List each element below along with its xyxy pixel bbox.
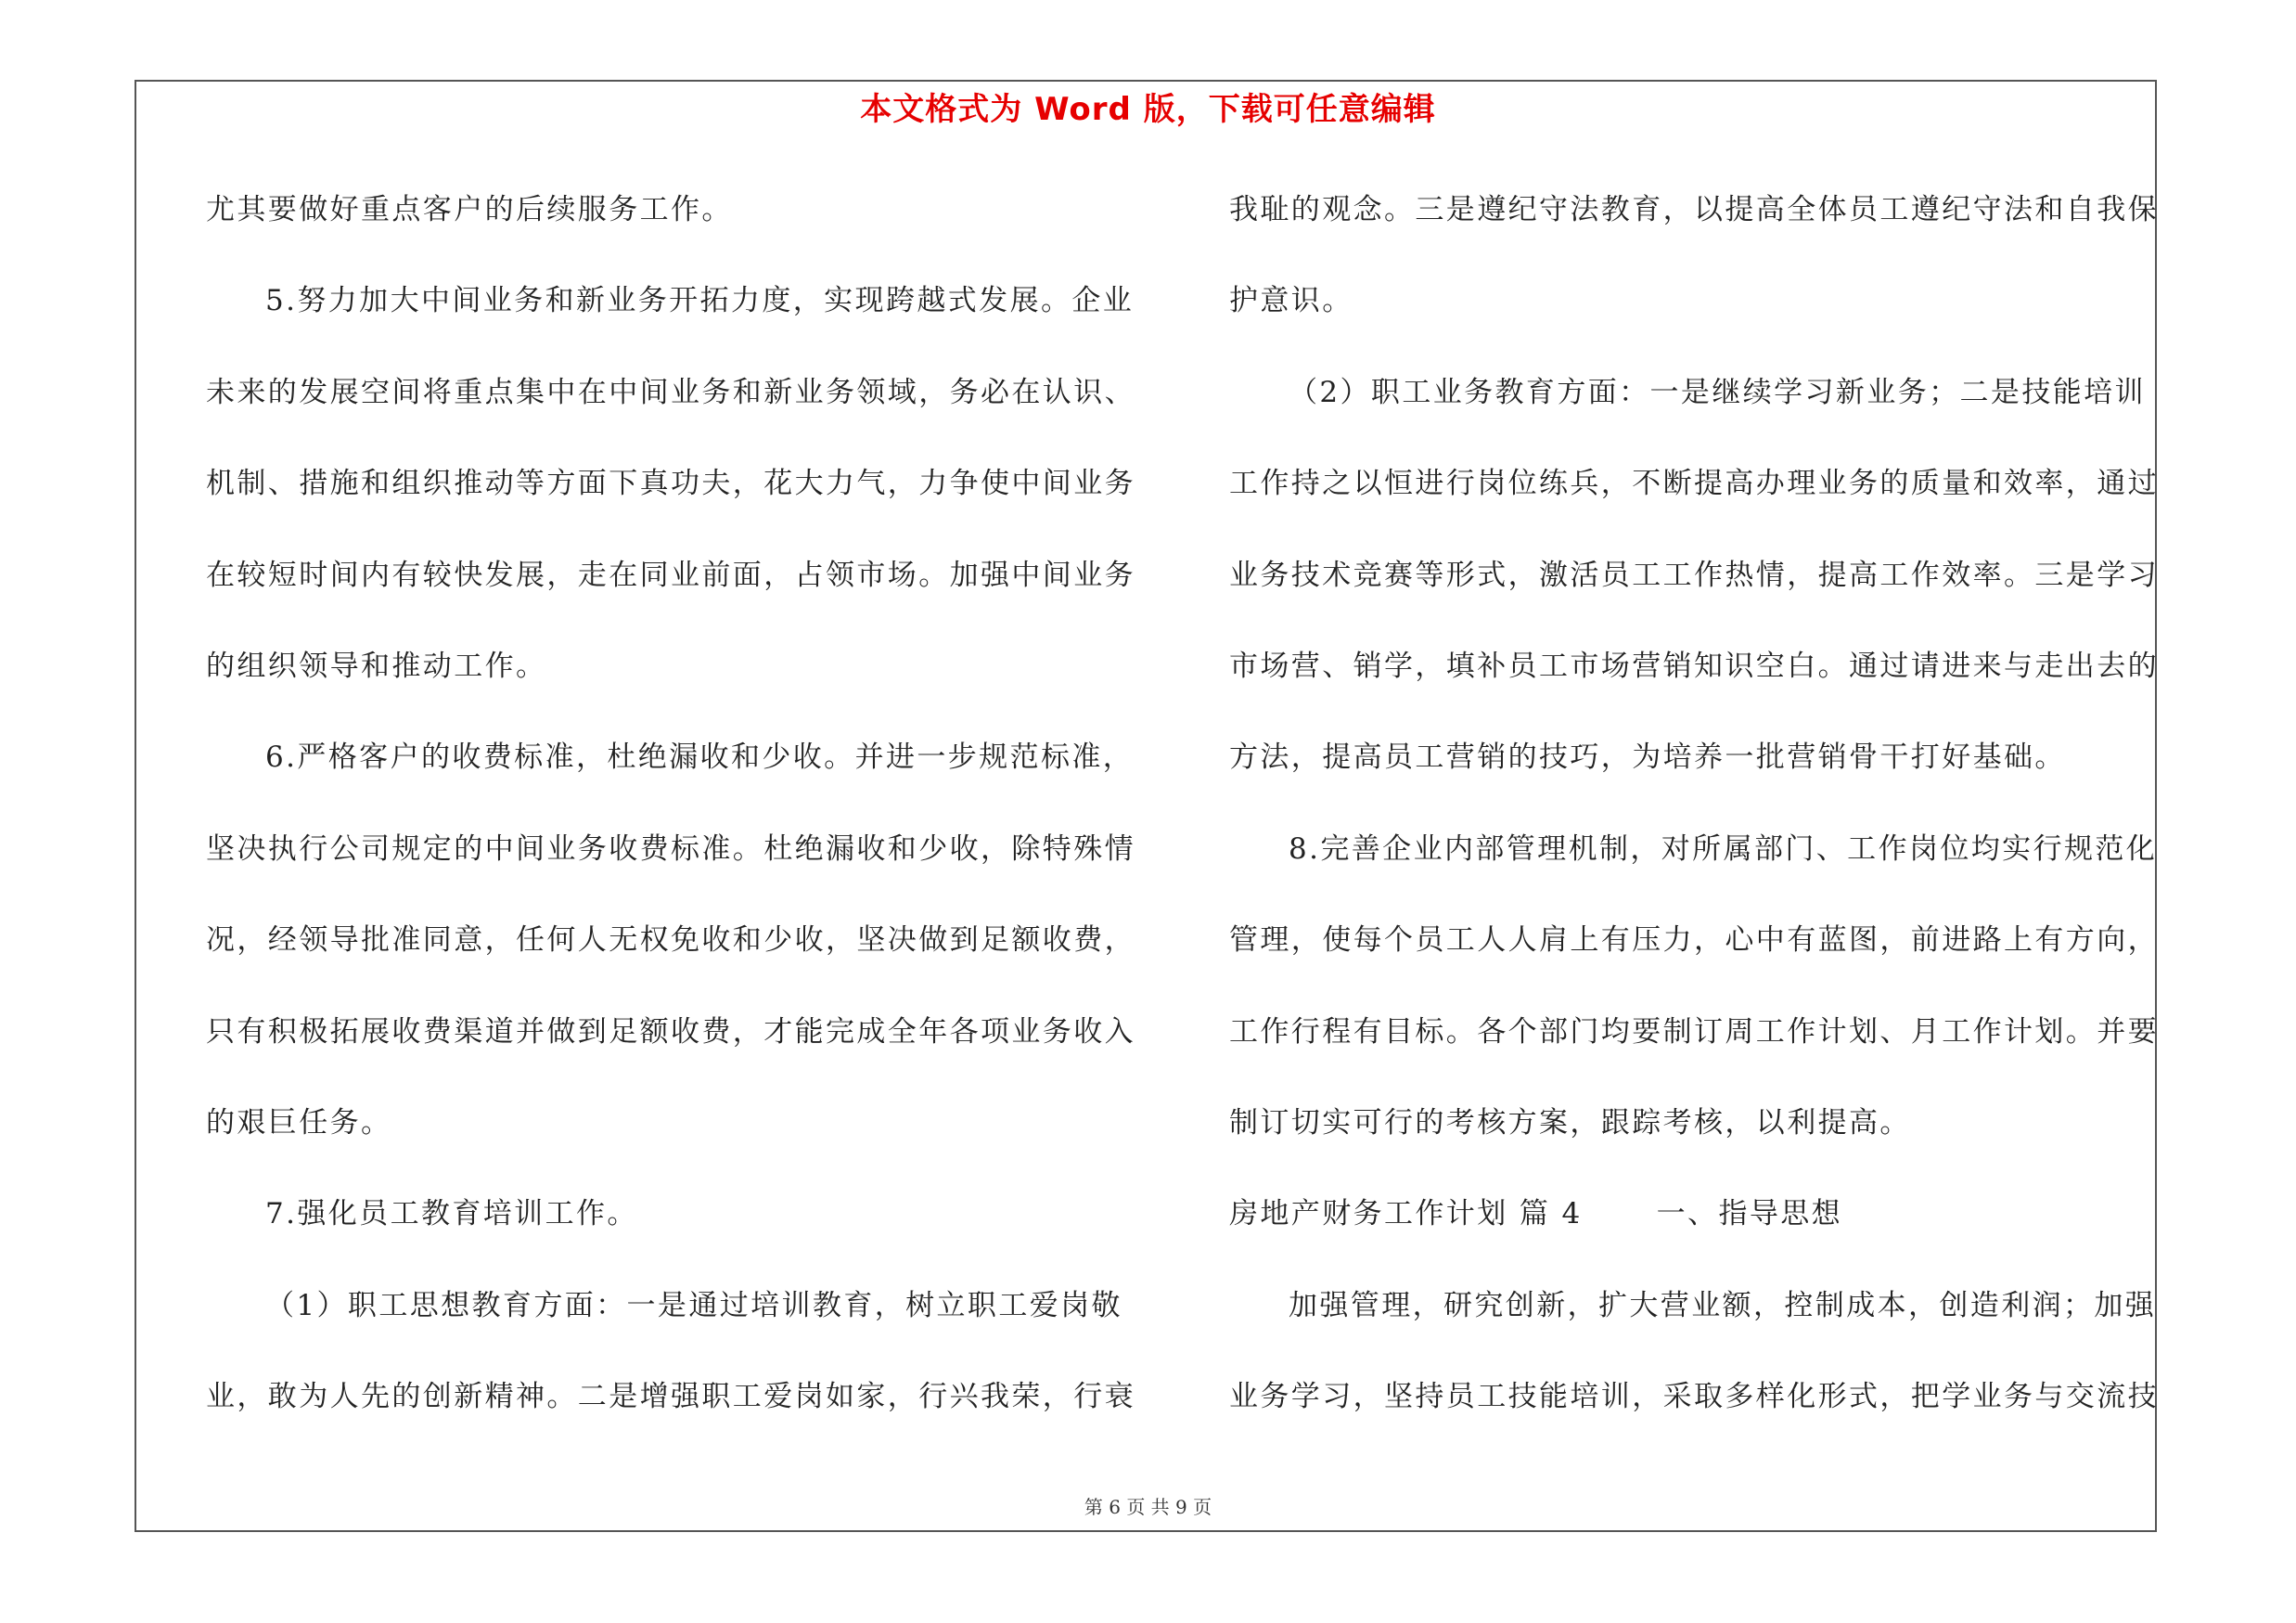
page-number-footer: 第 6 页 共 9 页: [1084, 1496, 1212, 1518]
format-banner: 本文格式为 Word 版，下载可任意编辑: [860, 91, 1436, 128]
text-line: 7.强化员工教育培训工作。: [265, 1197, 638, 1231]
text-line: 市场营、销学，填补员工市场营销知识空白。通过请进来与走出去的: [1229, 649, 2159, 683]
text-line: 方法，提高员工营销的技巧，为培养一批营销骨干打好基础。: [1229, 741, 2066, 775]
text-line: 业，敢为人先的创新精神。二是增强职工爱岗如家，行兴我荣，行衰: [206, 1380, 1135, 1414]
text-line: 护意识。: [1229, 284, 1353, 318]
text-line: 工作持之以恒进行岗位练兵，不断提高办理业务的质量和效率，通过: [1229, 467, 2159, 501]
right-text-column: [1229, 182, 2166, 1460]
left-text-column: [206, 182, 1134, 1460]
text-line: 的艰巨任务。: [206, 1105, 392, 1140]
text-line: 在较短时间内有较快发展，走在同业前面，占领市场。加强中间业务: [206, 558, 1135, 592]
text-line: 6.严格客户的收费标准，杜绝漏收和少收。并进一步规范标准，: [265, 741, 1135, 775]
section-title: 房地产财务工作计划 篇 4: [1229, 1197, 1583, 1231]
text-line: 的组织领导和推动工作。: [206, 649, 547, 683]
text-line: 机制、措施和组织推动等方面下真功夫，花大力气，力争使中间业务: [206, 467, 1135, 501]
text-line: 加强管理，研究创新，扩大营业额，控制成本，创造利润；加强: [1289, 1288, 2157, 1322]
text-line: （1）职工思想教育方面：一是通过培训教育，树立职工爱岗敬: [265, 1288, 1122, 1322]
text-line: 5.努力加大中间业务和新业务开拓力度，实现跨越式发展。企业: [265, 284, 1135, 318]
text-line: 业务学习，坚持员工技能培训，采取多样化形式，把学业务与交流技: [1229, 1380, 2159, 1414]
text-line: 工作行程有目标。各个部门均要制订周工作计划、月工作计划。并要: [1229, 1014, 2159, 1049]
section-heading: [1229, 1186, 2166, 1277]
text-line: 管理，使每个员工人人肩上有压力，心中有蓝图，前进路上有方向，: [1229, 923, 2159, 958]
text-line: 尤其要做好重点客户的后续服务工作。: [206, 193, 733, 226]
text-line: 坚决执行公司规定的中间业务收费标准。杜绝漏收和少收，除特殊情: [206, 831, 1135, 866]
text-line: 制订切实可行的考核方案，跟踪考核，以利提高。: [1229, 1105, 1911, 1140]
text-line: （2）职工业务教育方面：一是继续学习新业务；二是技能培训: [1289, 375, 2146, 409]
text-line: 况，经领导批准同意，任何人无权免收和少收，坚决做到足额收费，: [206, 923, 1135, 958]
section-subtitle: 一、指导思想: [1656, 1197, 1843, 1231]
text-line: 业务技术竞赛等形式，激活员工工作热情，提高工作效率。三是学习: [1229, 558, 2159, 592]
text-line: 8.完善企业内部管理机制，对所属部门、工作岗位均实行规范化: [1289, 831, 2158, 866]
text-line: 未来的发展空间将重点集中在中间业务和新业务领域，务必在认识、: [206, 375, 1135, 409]
text-line: 我耻的观念。三是遵纪守法教育，以提高全体员工遵纪守法和自我保: [1229, 193, 2159, 226]
text-line: 只有积极拓展收费渠道并做到足额收费，才能完成全年各项业务收入: [206, 1014, 1135, 1049]
